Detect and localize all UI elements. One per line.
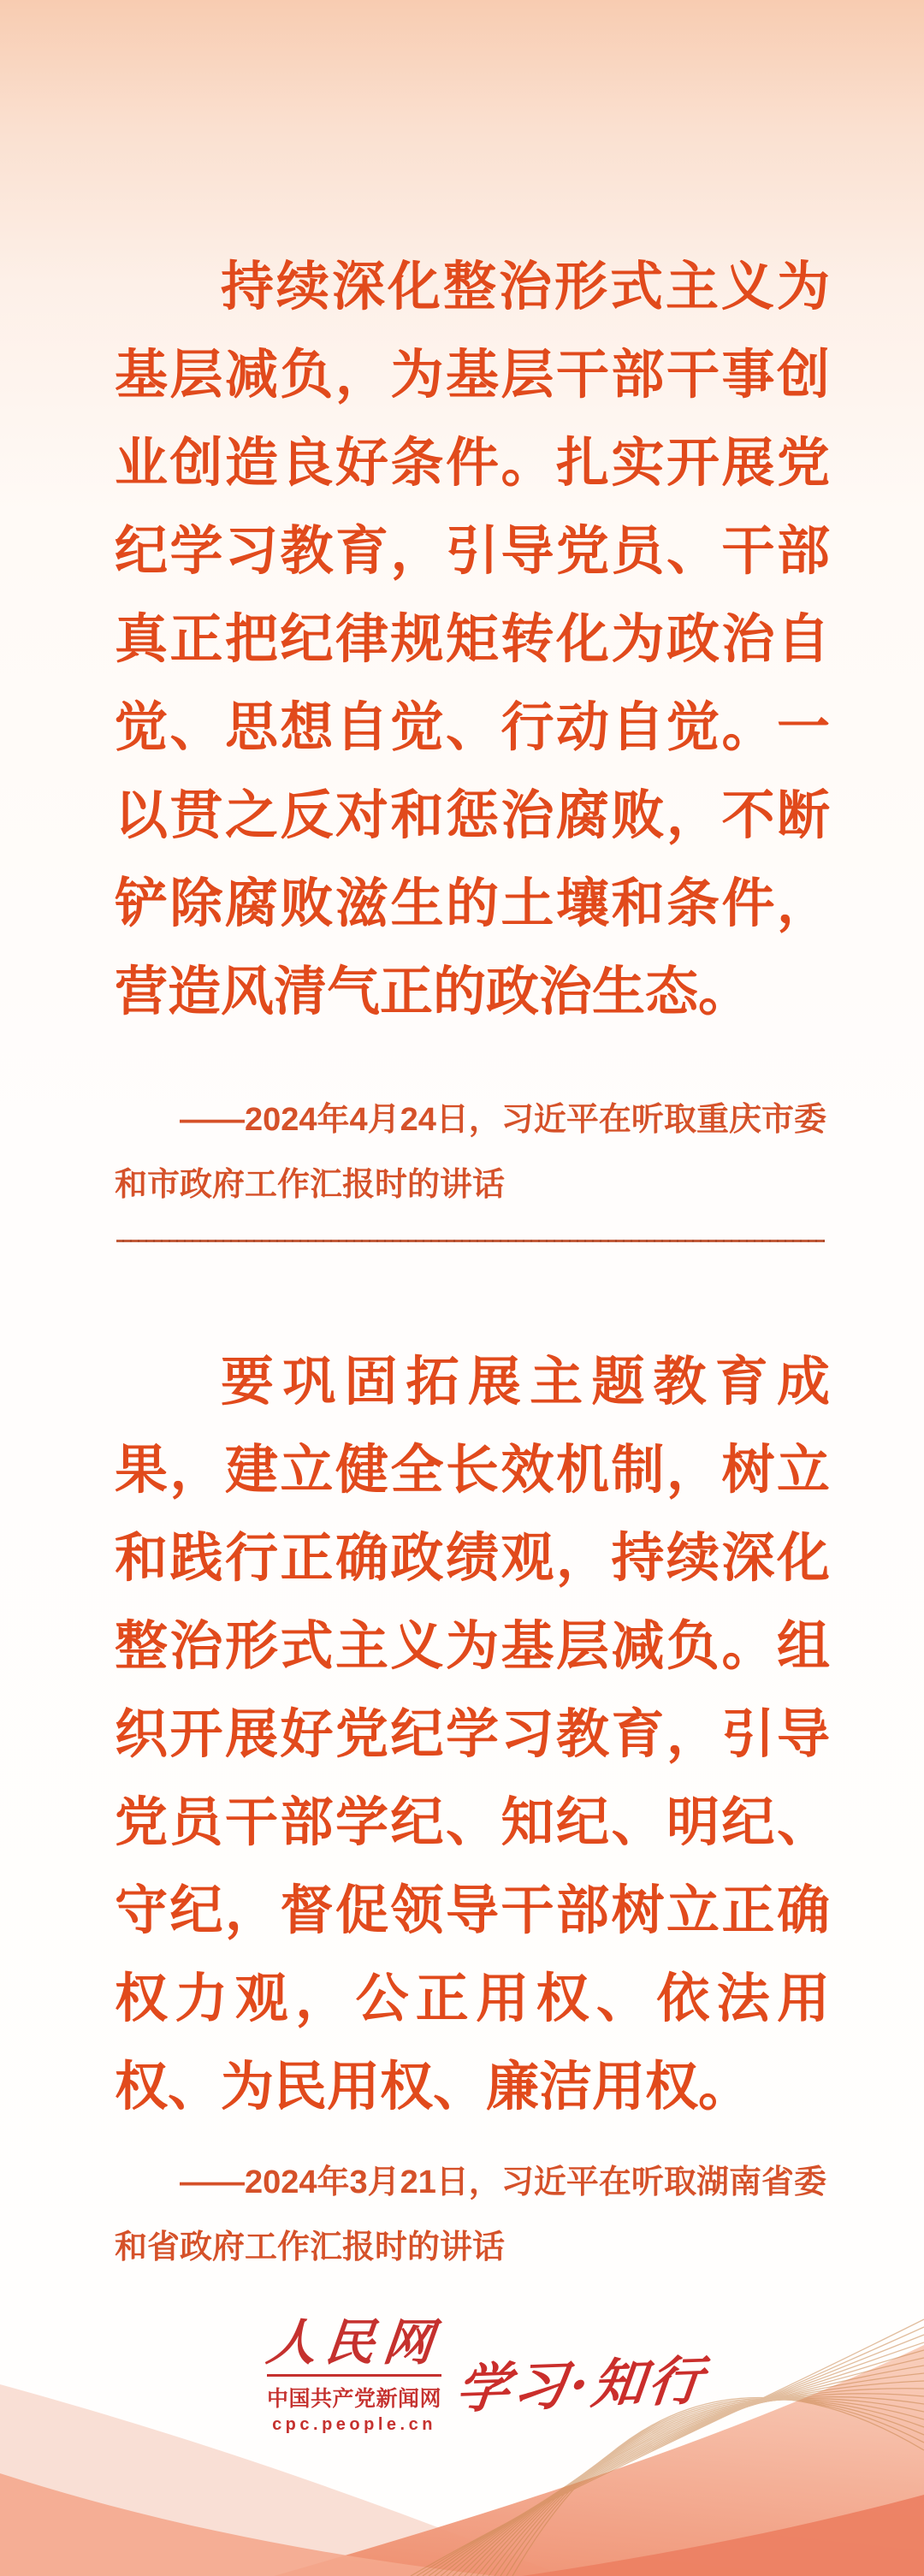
people-daily-wordmark: 人民网 [264,2313,445,2372]
logo-underline [267,2374,441,2377]
section-divider [116,1240,825,1242]
quote-2-text: 要巩固拓展主题教育成果，建立健全长效机制，树立和践行正确政绩观，持续深化整治形式主义为基层减负。组织开展好党纪学习教育，引导党员干部学纪、知纪、明纪、守纪，督促领导干部树立正确权力观，公正用权、依法用权、为民用权、廉洁用权。 [115,1353,830,2117]
quote-block-1 [115,243,830,1036]
quote-2-attribution: ——2024年3月21日，习近平在听取湖南省委和省政府工作汇报时的讲话 [115,2164,826,2265]
study-knowledge-action-slogan: 学习·知行 [453,2348,709,2420]
cpc-news-site-url: cpc.people.cn [272,2415,436,2434]
quote-1-attribution: ——2024年4月24日，习近平在听取重庆市委和市政府工作汇报时的讲话 [115,1102,826,1203]
quote-1-text: 持续深化整治形式主义为基层减负，为基层干部干事创业创造良好条件。扎实开展党纪学习教育，引导党员、干部真正把纪律规矩转化为政治自觉、思想自觉、行动自觉。一以贯之反对和惩治腐败，不断铲除腐败滋生的土壤和条件，营造风清气正的政治生态。 [115,258,830,1022]
people-daily-logo-block [264,2313,445,2435]
quote-block-2 [115,1338,830,2131]
cpc-news-site-name: 中国共产党新闻网 [266,2387,441,2411]
